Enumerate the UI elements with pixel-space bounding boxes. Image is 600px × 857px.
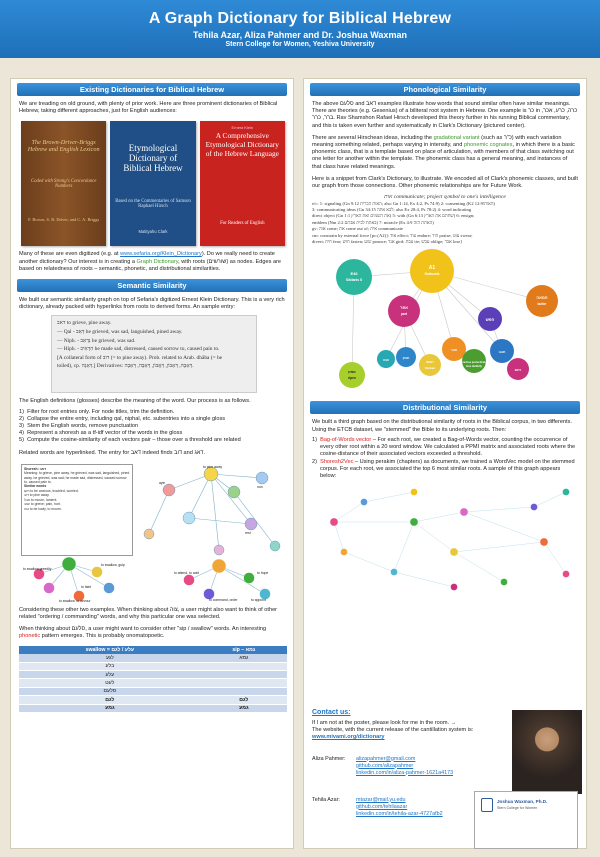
distributional-step: 1) Bag-of-Words vector – For each root, we created a Bag-of-Words vector, counting the occurrence of every other root within a 20 word window. We calculated a PPMI matrix and associated roots where the cosine-distance of their associated vectors exceeded a threshold. (312, 436, 576, 458)
node-e46[interactable] (336, 259, 372, 295)
node-label: E46 (350, 271, 358, 277)
related-text (19, 450, 285, 457)
node-label: A1 (428, 265, 436, 272)
graph-label: to swallow, gulp (101, 562, 125, 567)
sample-line: — Niph. - נִדְאַב he grieved, was sad. (57, 337, 136, 344)
clark-book-title: Etymological Dictionary of Biblical Hebrew (123, 143, 183, 174)
node-label: part (400, 312, 408, 317)
entry-popup-card: Shoresh: דאב Meaning: to grieve, pine away. he grieved, was sad, languished, pined away. he grieved, was sad; he made sad, distressed, caused sorrow to, caused pain to. Similar words דאג to be anxious, troubled, worried. דוב to pine away. אבל to mourn, lament. עצב to grieve; pain, hurt. גנה to be lowly, to mourn. (21, 464, 133, 556)
graph-label: to faint (81, 584, 92, 589)
snippet-line: e/c: 1: signaling (Gn 9:12 האות הברית; also Gn 1:14, Ex 4:2, Ps 74:9) 2: consenting (K2 12:9האותו) (312, 200, 496, 206)
graph-label: to swallow greedily (23, 566, 52, 571)
phonological-p2 (312, 135, 578, 171)
business-card (474, 791, 578, 849)
phonological-heading: Phonological Similarity (310, 83, 580, 96)
clark-snippet (312, 194, 578, 245)
person-name: Aliza Pahmer: (312, 755, 346, 762)
sample-line: [A collateral form of דוב (= to pine away). Prob. related to Arab. dhāba (= he (57, 354, 223, 361)
snippet-line: cm: constrain by external force [pc:(A2)]: אוד effect; עוד endure; הוד praise; עוט swear; (312, 232, 473, 238)
table-header-row (19, 646, 287, 654)
table-row (19, 696, 287, 704)
related-pre: Related words are hyperlinked. The entry for (19, 449, 131, 456)
node-label: Sibilants S (345, 278, 363, 283)
graph-label: to pine away (203, 464, 223, 469)
left-column (10, 78, 294, 849)
step-text: Filter for root entries only. For node titles, trim the definition. (27, 408, 175, 415)
process-step: 5) Compute the cosine-similarity of each vectors pair – those over a threshold are related (19, 437, 241, 444)
semantic-graph-svg (19, 462, 287, 602)
table-cell: גמא (201, 654, 287, 662)
node-n4[interactable] (419, 354, 441, 376)
node-label: חבק (402, 356, 410, 361)
person-name: Tehila Azar: (312, 796, 340, 803)
node-label: חמאה (536, 295, 548, 301)
linkedin-link[interactable]: linkedin.com/in/tehila-azar-4727afb2 (356, 810, 443, 817)
email-link[interactable]: alizapahmer@gmail.com (356, 755, 416, 762)
table-header: sip – גמא (201, 646, 287, 654)
sample-line: — Hiph. - הִדְאִיב he made sad, distressed, caused sorrow to, caused pain to. (57, 346, 220, 353)
yu-logo-icon (481, 798, 493, 812)
p2-pre: There are several Hirschean ideas, including the (312, 134, 434, 141)
contact-line1: If I am not at the poster, please look for me in the room. → (312, 720, 457, 726)
email-link[interactable]: mtazar@mail.yu.edu (356, 796, 406, 803)
node-label: חבש (426, 360, 434, 365)
node-n10[interactable] (526, 285, 558, 317)
bdb-book-author: F. Brown, S. R. Driver, and C. A. Briggs (28, 217, 100, 223)
existing-outro (19, 251, 285, 273)
distributional-graph (304, 482, 588, 597)
table-cell: גמע (201, 704, 287, 712)
graph-label: to appoint (251, 597, 266, 602)
semantic-intro: We built our semantic similarity graph on top of Sefaria's digitized Ernest Klein Dictionary. This is a very rich dictionary, already packed with hyperlinks from roots to derived forms. An sample entry: (19, 297, 285, 311)
table-cell (201, 670, 287, 678)
github-link[interactable]: github.com/tehilaazar (356, 803, 408, 810)
contact-title: Contact us: (312, 709, 351, 716)
poster-title: A Graph Dictionary for Biblical Hebrew (148, 10, 452, 27)
klein-book-subtitle: For Readers of English (220, 221, 265, 227)
outro-text-1: Many of these are even digitized (e.g. at (19, 251, 121, 258)
node-label: thicken (424, 366, 436, 371)
distributional-steps (312, 437, 578, 480)
snippet-line: gv: אוה come; את come out of; אית communicate (312, 226, 403, 232)
table-cell: בלע (19, 662, 201, 670)
shoresh2vec-text: – Using perakim (chapters) as documents, we trained a WordVec model on the stemmed corpus. For each root, we associated the top 6 most similar roots. A sample of this graph appears below: (320, 458, 575, 479)
graph-dictionary-term: Graph Dictionary (136, 258, 179, 265)
distributional-heading: Distributional Similarity (310, 401, 580, 414)
node-n11[interactable] (339, 362, 365, 388)
phonological-p1: The above סלעם and דאב examples illustrate how words that sound similar often have similar meanings. There are theories (e.g. Gesenius) of a biliteral root system in Hebrew. One example is כר in כרה, כרע, אכר, ברר, כרר. Rav Shamshon Rafael Hirsch developed this theory further in his running Biblical commentary, and this is taken even further and systematically in Clark's Dictionary (pictured center). (312, 101, 578, 129)
person-links (356, 756, 453, 777)
graph-label: rest (245, 530, 251, 535)
node-label: Gutturals (424, 272, 440, 277)
card-subtitle: Stern College for Women (497, 806, 538, 810)
clark-book-subtitle: Based on the Commentaries of Samson Raphael Hirsch (115, 199, 191, 210)
gradational-variant-term: gradational variant (433, 134, 480, 141)
node-label: ripen (348, 376, 356, 381)
table-header: swallow = עלע / לגם (19, 646, 201, 654)
sip-pre: When thinking about סלעם, a user might want to consider other "sip / swallow" words. An interesting (19, 626, 267, 633)
snippet-line: 3: communicating ideas (Gn 34:15 לבא אתה; also Ex 28:4, Ps 78:2) 4: word indicating (312, 207, 472, 213)
node-a1[interactable] (410, 249, 454, 293)
website-link[interactable]: www.mivami.org/dictionary (312, 734, 385, 741)
node-label: חפש (485, 317, 495, 323)
sefaria-link[interactable]: www.sefaria.org/Klein_Dictionary (120, 251, 202, 258)
related-root: דאב (130, 449, 141, 456)
node-label: butter (537, 302, 547, 307)
node-label: עבה (382, 358, 390, 363)
card-name: Joshua Waxman, Ph.D. (497, 799, 548, 804)
title-banner (0, 0, 600, 58)
table-cell: סלעם (19, 687, 201, 695)
snippet-line: direct object (Gn 1:1 את השמים ואת הארץ) 5: with (Gn 6:13 שחתם את הארץ) 6: ensign; (312, 213, 475, 219)
poster-affiliation: Stern College for Women, Yeshiva University (225, 41, 375, 48)
swallow-sip-table (19, 646, 287, 713)
klein-book-author: Ernest Klein (231, 125, 254, 131)
node-label: רחם (514, 368, 522, 373)
node-label: חבר (450, 348, 458, 353)
sample-line: toiled), cp. דְּאָגָה.] Derivatives: דְּאָבָה, דְּאָבוֹן, דַּאֲבוֹן, דְּאָבָה, דְּאָבָה. (57, 363, 194, 370)
related-post: indeed finds דוב and דאג. (140, 449, 205, 456)
graph-label: nun (257, 484, 263, 489)
p2-mid: (such as כ"ר) with each variation meaning something related, perhaps varying in intensity, and (312, 134, 562, 149)
existing-dictionaries-heading: Existing Dictionaries for Biblical Hebrew (17, 83, 287, 96)
process-step: 2) Collapse the entire entry, including qal, niphal, etc. subentries into a single gloss (19, 415, 226, 422)
table-cell: גמע (19, 704, 201, 712)
shoresh2vec-term: Shoresh2Vec (320, 458, 354, 465)
table-cell: לגם (19, 696, 201, 704)
snippet-head: אות communicate; project symbol to one's intelligence (384, 194, 506, 201)
sample-line: דאב to grieve, pine away. (57, 320, 112, 327)
table-cell (201, 679, 287, 687)
table-cell (201, 662, 287, 670)
table-cell: עלע (19, 670, 201, 678)
sample-line: — Qal - דָּאַב he grieved, was sad, languished, pined away. (57, 329, 183, 336)
bow-vector-term: Bag-of-Words vector (320, 436, 372, 443)
person-links (356, 797, 443, 818)
graph-label: to attend, to wait (174, 570, 199, 575)
process-step: 3) Stem the English words, remove punctuation (19, 423, 139, 430)
graph-label: to hope (257, 570, 269, 575)
node-label: סמק (348, 370, 356, 375)
table-row (19, 670, 287, 678)
process-intro: The English definitions (glosses) describe the meaning of the word. Our process is as follows. (19, 398, 251, 405)
dictionary-covers (21, 121, 285, 246)
bdb-book-subtitle: Coded with Strong's Concordance Numbers (30, 179, 97, 190)
graph-label: to command, order (209, 597, 238, 602)
semantic-graph (19, 462, 285, 602)
process-step: 4) Represent a shoresh as a tf-idf vector of the words in the gloss (19, 430, 183, 437)
poster-authors: Tehila Azar, Aliza Pahmer and Dr. Joshua Waxman (193, 30, 407, 40)
table-cell: לגם (201, 696, 287, 704)
node-label: אפר (400, 305, 408, 311)
node-n1[interactable] (388, 295, 420, 327)
node-label: love dutifully (466, 365, 482, 369)
snippet-line: divert; חית fear; חוש fasten; שוע pounce; אנד gird; עבת tie; עבש oblige; אבד lose] (312, 239, 462, 245)
process-step: 1) Filter for root entries only. For node titles, trim the definition. (19, 408, 175, 415)
outro-text-2: ). Do we really need to create another dictionary? Our interest is in creating a (19, 251, 275, 265)
table-row (19, 662, 287, 670)
table-row (19, 654, 287, 662)
node-label: חבב (498, 350, 506, 355)
sip-post: pattern emerges. This is probably onomatopoetic. (40, 633, 165, 640)
bow-text: – For each root, we created a Bag-of-Words vector, counting the occurrence of every other root within a 20 word window. We calculated a PPMI matrix and associated roots where the cosine-distance of their associated vectors exceeded a threshold. (320, 436, 576, 458)
bdb-book-cover (21, 121, 106, 246)
bdb-book-title: The Brown-Driver-Briggs Hebrew and English Lexicon (27, 139, 100, 154)
node-label: enclose protectively (461, 361, 487, 365)
graph-label: ayin (159, 480, 166, 485)
examples-text: Considering these other two examples. When thinking about צוה, a user might also want to think of other related "ordering / commanding" words, and why this particular one was selected. (19, 606, 278, 621)
graph-label: to swallow, to devour (59, 598, 91, 602)
phonological-p3: Here is a snippet from Clark's Dictionary, to illustrate. We encoded all of Clark's phonemic classes, and built our graph from those connections. Other phonemic relationships are for Future Work. (312, 175, 578, 190)
table-row (19, 704, 287, 712)
snippet-line: emblem (Nm 2:2 באתת לבית אבתם) 7: miracle (Ex 4:9 האתת הזה) (312, 219, 434, 225)
clark-book-author: Matityahu Clark (138, 229, 168, 235)
step-text: Represent a shoresh as a tf-idf vector of the words in the gloss (27, 430, 183, 437)
distributional-step: 2) Shoresh2Vec – Using perakim (chapters) as documents, we trained a WordVec model on the stemmed corpus. For each root, we associated the top 6 most similar roots. A sample of this graph appears below: (312, 458, 575, 479)
table-cell: לגע (19, 654, 201, 662)
p2-post: , in which there is a basic phonemic class, that is a template based on place of articulation, with members of that class switching out one letter for another within the template. The phonemic class has a general meaning, and instances of that class have related meanings. (312, 142, 575, 170)
table-row (19, 687, 287, 695)
contact-line2: The website, with the current release of the cantillation system is: (312, 727, 474, 734)
phonological-graph (304, 249, 588, 399)
process-steps (19, 409, 285, 445)
clark-book-cover (110, 121, 195, 246)
linkedin-link[interactable]: linkedin.com/in/aliza-pahmer-1621a4173 (356, 769, 454, 776)
right-column (303, 78, 587, 849)
github-link[interactable]: github.com/alizapahmer (356, 762, 414, 769)
klein-sample-entry (51, 315, 257, 393)
klein-book-cover (200, 121, 285, 246)
klein-book-title: A Comprehensive Etymological Dictionary of the Hebrew Language (205, 131, 279, 159)
outro-text-3: , with roots (שורשים) as nodes. Edges are based on relatedness of roots – semantic, phonetic, and distributional similarities. (19, 258, 282, 272)
phonemic-cognates-term: phonemic cognates (463, 142, 513, 149)
distributional-intro: We built a third graph based on the distributional similarity of roots in the Biblical corpus, in two differents. Using the ETCB dataset, we "stemmed" the Bible to its underlying roots. Then: (312, 419, 573, 433)
step-text: Compute the cosine-similarity of each vectors pair – those over a threshold are related (27, 437, 241, 444)
semantic-heading: Semantic Similarity (17, 279, 287, 292)
phonetic-term: phonetic (19, 633, 41, 640)
step-text: Stem the English words, remove punctuation (27, 423, 139, 430)
table-row (19, 679, 287, 687)
presenter-photo (512, 710, 582, 794)
table-cell (201, 687, 287, 695)
existing-intro: We are treading on old ground, with plenty of prior work. Here are three prominent dictionaries of Biblical Hebrew, taking different approaches, just for English audiences: (19, 101, 278, 115)
step-text: Collapse the entire entry, including qal, niphal, etc. subentries into a single gloss (27, 415, 226, 422)
table-cell: לעט (19, 679, 201, 687)
sip-text (19, 626, 285, 640)
